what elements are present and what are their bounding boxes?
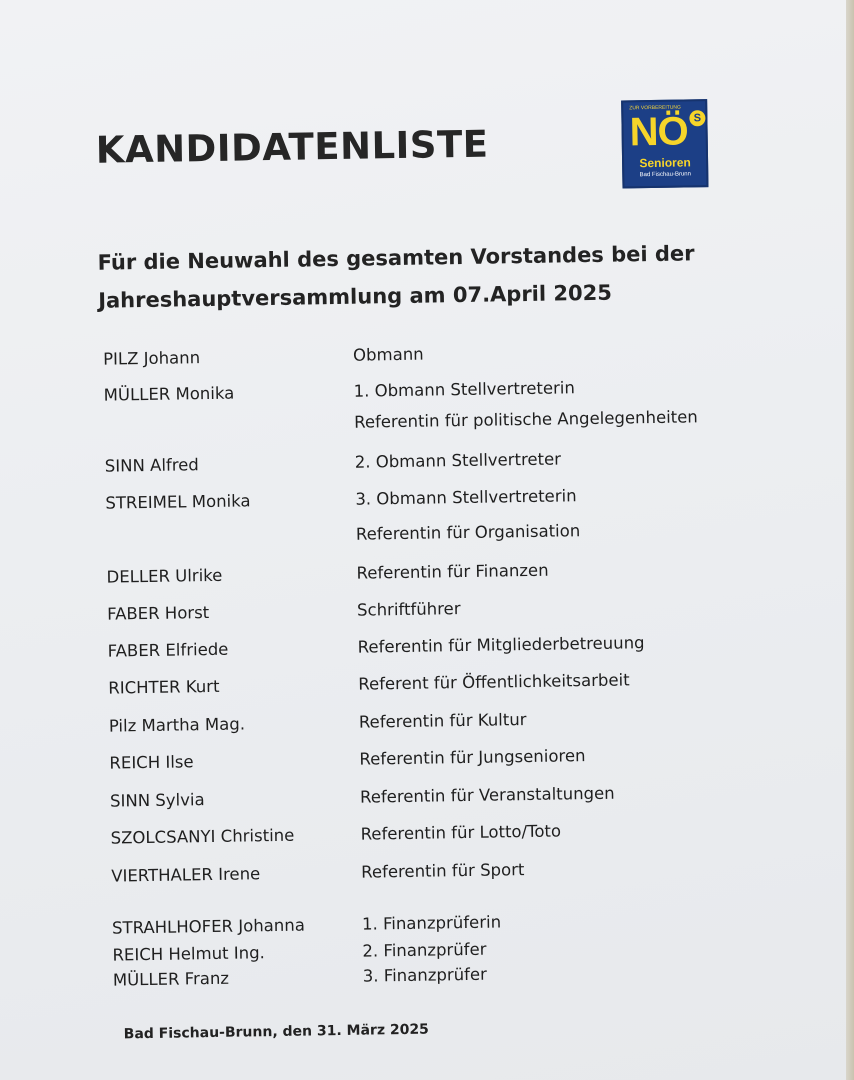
- candidate-role: Referentin für Mitgliederbetreuung: [357, 633, 645, 657]
- candidate-name: Pilz Martha Mag.: [108, 714, 246, 736]
- candidate-role: Referentin für Organisation: [355, 521, 581, 544]
- candidate-row: [3, 742, 854, 773]
- candidate-name: MÜLLER Franz: [112, 968, 230, 990]
- candidate-row: [0, 556, 854, 587]
- logo-sub-text: Senioren: [639, 155, 691, 171]
- candidate-row: [5, 817, 854, 848]
- document-footer: Bad Fischau-Brunn, den 31. März 2025: [123, 1021, 429, 1043]
- candidate-row: [0, 405, 852, 432]
- candidate-name: FABER Elfriede: [107, 639, 229, 661]
- candidate-role: Obmann: [352, 344, 424, 365]
- candidate-name: REICH Helmut Ing.: [112, 943, 265, 965]
- candidate-name: DELLER Ulrike: [106, 565, 223, 587]
- candidate-name: PILZ Johann: [102, 348, 201, 369]
- candidate-row: [2, 667, 854, 698]
- candidate-role: 3. Finanzprüfer: [362, 964, 487, 986]
- logo-big-text: NÖ: [629, 109, 688, 155]
- candidate-role: Referentin für Veranstaltungen: [359, 783, 615, 807]
- candidate-name: STREIMEL Monika: [105, 491, 251, 513]
- candidate-role: 3. Obmann Stellvertreterin: [355, 486, 577, 509]
- candidate-row: [0, 338, 851, 369]
- candidate-row: [0, 374, 851, 405]
- candidate-name: SINN Sylvia: [109, 790, 205, 811]
- candidate-role: Referentin für Finanzen: [356, 560, 549, 583]
- candidate-role: 1. Finanzprüferin: [361, 912, 502, 934]
- candidate-name: REICH Ilse: [109, 752, 194, 773]
- candidate-row: [0, 482, 853, 513]
- candidate-name: STRAHLHOFER Johanna: [111, 915, 305, 938]
- candidate-role: Referent für Öffentlichkeitsarbeit: [358, 670, 630, 694]
- candidate-role: Referentin für Sport: [361, 860, 525, 882]
- candidate-row: [5, 855, 854, 886]
- candidate-name: VIERTHALER Irene: [111, 864, 261, 886]
- candidate-row: [0, 445, 853, 476]
- candidate-role: Referentin für politische Angelegenheiten: [353, 407, 698, 432]
- candidate-name: MÜLLER Monika: [103, 383, 235, 405]
- candidate-role: 2. Obmann Stellvertreter: [354, 449, 562, 472]
- candidate-role: Referentin für Jungsenioren: [359, 746, 586, 769]
- candidate-row: [0, 517, 854, 544]
- candidate-row: [4, 780, 854, 811]
- candidate-name: SZOLCSANYI Christine: [110, 825, 295, 848]
- noe-senioren-logo: [621, 99, 708, 188]
- candidate-role: Schriftführer: [356, 599, 461, 620]
- candidate-name: RICHTER Kurt: [108, 676, 220, 698]
- candidate-row: [6, 907, 854, 938]
- candidate-role: Referentin für Kultur: [358, 710, 527, 732]
- candidate-name: SINN Alfred: [104, 455, 199, 476]
- candidate-row: [3, 705, 854, 736]
- logo-place-text: Bad Fischau-Brunn: [639, 171, 692, 179]
- document-title: KANDIDATENLISTE: [95, 122, 489, 172]
- candidate-role: 1. Obmann Stellvertreterin: [353, 378, 576, 401]
- candidate-role: 2. Finanzprüfer: [362, 939, 487, 961]
- candidate-row: [2, 630, 854, 661]
- logo-badge: S: [689, 110, 705, 126]
- candidate-name: FABER Horst: [106, 603, 210, 624]
- subtitle-line-2: Jahreshauptversammlung am 07.April 2025: [98, 280, 613, 313]
- subtitle-line-1: Für die Neuwahl des gesamten Vorstandes bei der: [97, 241, 695, 275]
- candidate-role: Referentin für Lotto/Toto: [360, 821, 562, 844]
- candidate-row: [1, 593, 854, 624]
- logo-top-text: ZUR VORBEREITUNG: [629, 104, 681, 112]
